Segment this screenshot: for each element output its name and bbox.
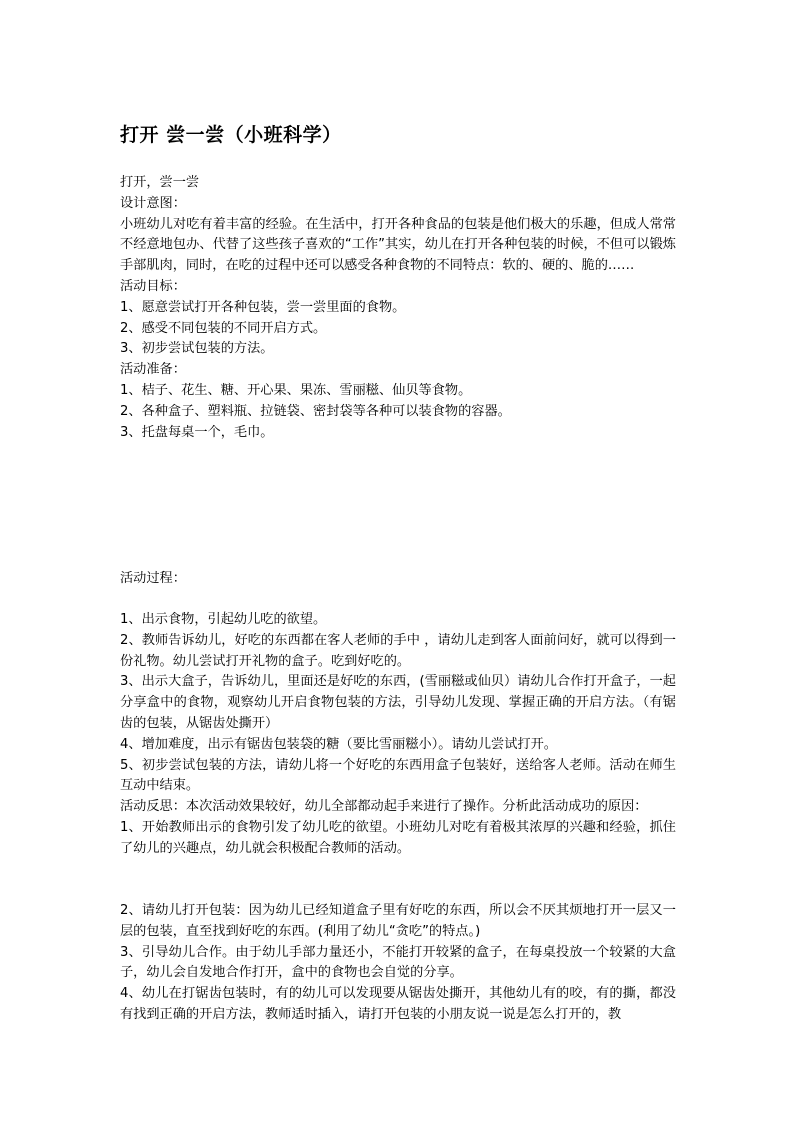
goal-item: 1、愿意尝试打开各种包装，尝一尝里面的食物。	[120, 299, 406, 315]
process-heading-section	[120, 569, 676, 590]
preparation-heading: 活动准备：	[120, 362, 186, 378]
goal-item: 3、初步尝试包装的方法。	[120, 341, 274, 357]
document-title: 打开 尝一尝（小班科学）	[120, 124, 342, 146]
process-step: 5、初步尝试包装的方法，请幼儿将一个好吃的东西用盒子包装好，送给客人老师。活动在师生互动中结束。	[120, 757, 676, 794]
design-intent-paragraph: 小班幼儿对吃有着丰富的经验。在生活中，打开各种食品的包装是他们极大的乐趣，但成人常常不经意地包办、代替了这些孩子喜欢的“工作”其实，幼儿在打开各种包装的时候，不但可以锻炼手部肌肉，同时，在吃的过程中还可以感受各种食物的不同特点：软的、硬的、脆的……	[120, 216, 676, 274]
process-step: 2、教师告诉幼儿，好吃的东西都在客人老师的手中 ，请幼儿走到客人面前问好，就可以得到一份礼物。幼儿尝试打开礼物的盒子。吃到好吃的。	[120, 632, 676, 669]
preparation-item: 1、桔子、花生、糖、开心果、果冻、雪丽糍、仙贝等食物。	[120, 382, 472, 398]
goals-heading: 活动目标：	[120, 278, 186, 294]
process-step: 4、增加难度，出示有锯齿包装袋的糖（要比雪丽糍小）。请幼儿尝试打开。	[120, 736, 557, 752]
preparation-item: 2、各种盒子、塑料瓶、拉链袋、密封袋等各种可以装食物的容器。	[120, 403, 511, 419]
reflection-item: 4、幼儿在打锯齿包装时，有的幼儿可以发现要从锯齿处撕开，其他幼儿有的咬，有的撕，都没有找到正确的开启方法，教师适时插入，请打开包装的小朋友说一说是怎么打开的，教	[120, 986, 676, 1022]
reflection-item: 2、请幼儿打开包装：因为幼儿已经知道盒子里有好吃的东西，所以会不厌其烦地打开一层又一层的包装，直至找到好吃的东西。(利用了幼儿“贪吃”的特点。)	[120, 903, 676, 939]
design-intent-heading: 设计意图：	[120, 195, 186, 211]
reflection-heading: 活动反思：本次活动效果较好，幼儿全部都动起手来进行了操作。分析此活动成功的原因：	[120, 799, 648, 815]
reflection-section	[120, 901, 676, 1026]
goal-item: 2、感受不同包装的不同开启方式。	[120, 320, 327, 336]
subtitle-line: 打开，尝一尝	[120, 175, 200, 190]
intro-section	[120, 173, 676, 443]
process-step: 3、出示大盒子，告诉幼儿，里面还是好吃的东西，(雪丽糍或仙贝）请幼儿合作打开盒子，一起分享盒中的食物，观察幼儿开启食物包装的方法，引导幼儿发现、掌握正确的开启方法。（有锯齿的包装，从锯齿处撕开）	[120, 674, 676, 731]
reflection-item: 1、开始教师出示的食物引发了幼儿吃的欲望。小班幼儿对吃有着极其浓厚的兴趣和经验，抓住了幼儿的兴趣点，幼儿就会积极配合教师的活动。	[120, 819, 676, 856]
process-section	[120, 610, 676, 860]
process-heading: 活动过程：	[120, 571, 186, 586]
reflection-item: 3、引导幼儿合作。由于幼儿手部力量还小，不能打开较紧的盒子，在每桌投放一个较紧的大盒子，幼儿会自发地合作打开，盒中的食物也会自觉的分享。	[120, 944, 676, 981]
preparation-item: 3、托盘每桌一个，毛巾。	[120, 424, 274, 440]
process-step: 1、出示食物，引起幼儿吃的欲望。	[120, 612, 327, 627]
